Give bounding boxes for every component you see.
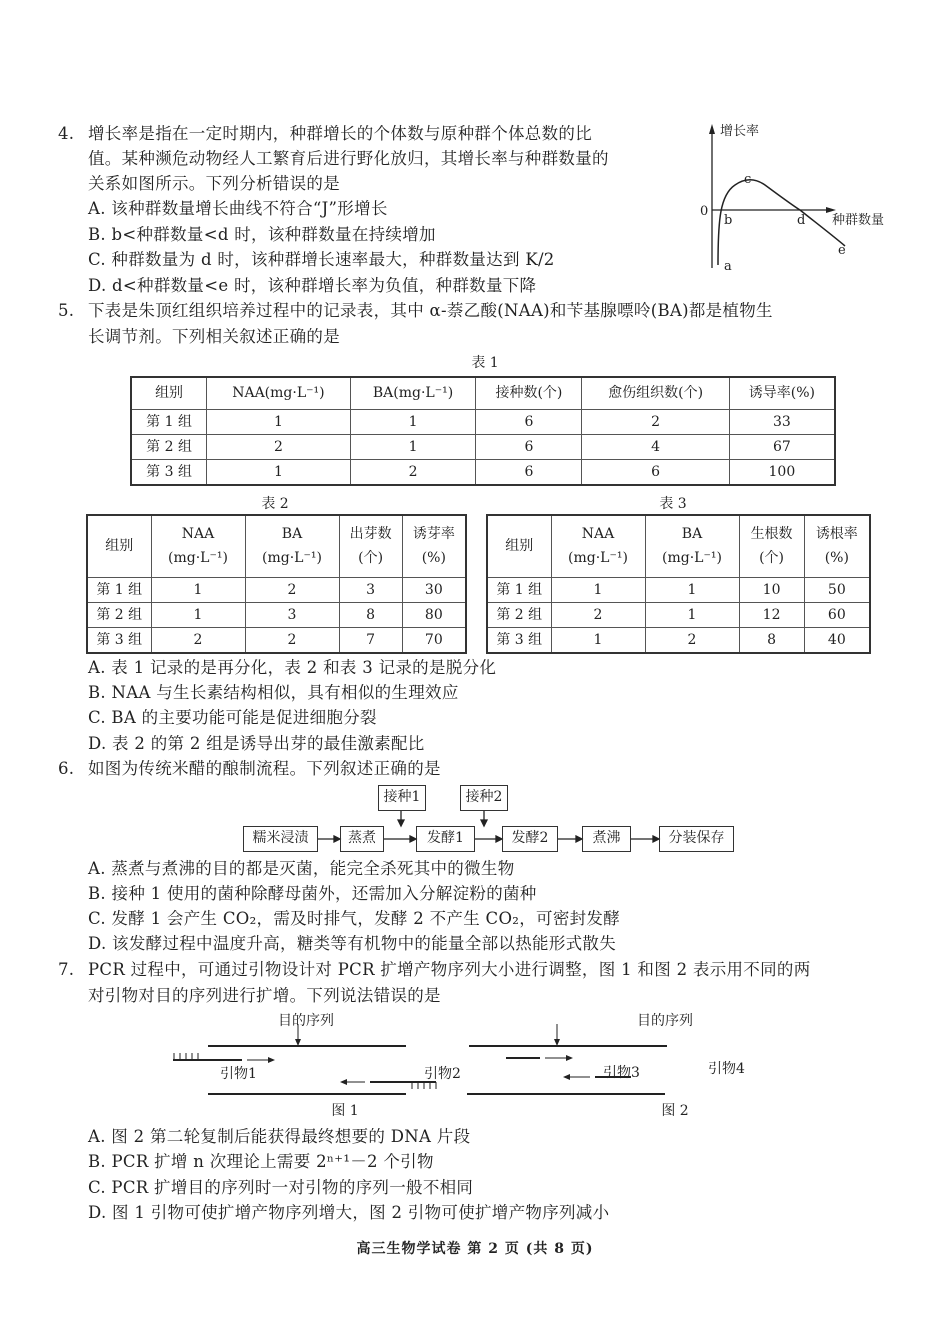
table-cell: 33: [729, 409, 835, 434]
question-4-text: 关系如图所示。下列分析错误的是: [88, 174, 340, 193]
table-cell: 2: [207, 434, 351, 459]
table-header: 诱导率(%): [729, 377, 835, 409]
table-cell: 2: [551, 602, 645, 627]
header-unit: (mg·L⁻¹): [262, 550, 322, 567]
question-6-number: 6.: [58, 759, 75, 778]
table-cell: 12: [739, 602, 804, 627]
table-cell: 1: [551, 627, 645, 653]
question-5-option-d: D. 表 2 的第 2 组是诱导出芽的最佳激素配比: [88, 734, 425, 753]
question-7-option-d: D. 图 1 引物可使扩增产物序列增大，图 2 引物可使扩增产物序列减小: [88, 1203, 610, 1222]
flow-step-inoculation-2: 接种2: [460, 785, 508, 811]
table-3-caption: 表 3: [659, 496, 687, 512]
table-cell: 1: [350, 409, 476, 434]
fig2-primer-3-label: 引物3: [603, 1065, 640, 1081]
table-cell: 1: [151, 602, 245, 627]
table-header: 接种数(个): [476, 377, 582, 409]
fig1-primer-2-label: 引物2: [424, 1066, 461, 1082]
table-cell: 3: [339, 577, 402, 602]
question-6-option-c: C. 发酵 1 会产生 CO₂，需及时排气，发酵 2 不产生 CO₂，可密封发酵: [88, 909, 621, 928]
header-label: 诱根率: [815, 526, 858, 543]
question-6-text: 如图为传统米醋的酿制流程。下列叙述正确的是: [88, 759, 441, 778]
question-7-text: PCR 过程中，可通过引物设计对 PCR 扩增产物序列大小进行调整，图 1 和图 2 表示用不同的两: [88, 960, 811, 979]
header-label: NAA: [181, 526, 215, 543]
header-unit: (%): [421, 550, 446, 567]
question-5-text: 下表是朱顶红组织培养过程中的记录表，其中 α-萘乙酸(NAA)和苄基腺嘌呤(BA)都是植物生: [88, 301, 773, 320]
header-label: BA: [681, 526, 703, 543]
table-header: NAA(mg·L⁻¹): [207, 377, 351, 409]
table-cell: 60: [804, 602, 870, 627]
table-header: 愈伤组织数(个): [582, 377, 729, 409]
question-5-text: 长调节剂。下列相关叙述正确的是: [88, 327, 340, 346]
header-label: 出芽数: [349, 526, 392, 543]
question-4-text: 值。某种濒危动物经人工繁育后进行野化放归，其增长率与种群数量的: [88, 149, 609, 168]
table-header: 组别: [487, 515, 551, 577]
table-cell: 50: [804, 577, 870, 602]
header-unit: (mg·L⁻¹): [168, 550, 228, 567]
flow-step: 蒸煮: [340, 826, 384, 852]
table-cell: 100: [729, 459, 835, 485]
page-footer: 高三生物学试卷 第 2 页 (共 8 页): [356, 1241, 594, 1257]
question-5-option-c: C. BA 的主要功能可能是促进细胞分裂: [88, 708, 377, 727]
point-c-label: c: [744, 172, 752, 187]
table-cell: 80: [402, 602, 466, 627]
table-cell: 2: [350, 459, 476, 485]
question-4-text: 增长率是指在一定时期内，种群增长的个体数与原种群个体总数的比: [88, 124, 592, 143]
table-cell: 2: [582, 409, 729, 434]
fig2-target-label: 目的序列: [637, 1013, 693, 1029]
table-cell: 2: [245, 577, 339, 602]
table-cell: 第 1 组: [487, 577, 551, 602]
flow-step: 糯米浸渍: [243, 826, 318, 852]
question-6-option-b: B. 接种 1 使用的菌种除酵母菌外，还需加入分解淀粉的菌种: [88, 884, 537, 903]
table-cell: 2: [245, 627, 339, 653]
header-unit: (mg·L⁻¹): [568, 550, 628, 567]
header-label: 生根数: [750, 526, 793, 543]
flow-step: 发酵2: [502, 826, 558, 852]
question-4-number: 4.: [58, 124, 75, 143]
table-cell: 第 2 组: [131, 434, 207, 459]
question-7-number: 7.: [58, 960, 75, 979]
table-cell: 6: [476, 434, 582, 459]
question-5-option-a: A. 表 1 记录的是再分化，表 2 和表 3 记录的是脱分化: [88, 658, 497, 677]
point-b-label: b: [724, 213, 733, 228]
question-5-number: 5.: [58, 301, 75, 320]
table-cell: 1: [207, 409, 351, 434]
header-unit: (mg·L⁻¹): [662, 550, 722, 567]
question-7-option-b: B. PCR 扩增 n 次理论上需要 2ⁿ⁺¹－2 个引物: [88, 1152, 434, 1171]
header-unit: (%): [824, 550, 849, 567]
table-cell: 1: [645, 602, 739, 627]
question-6-option-a: A. 蒸煮与煮沸的目的都是灭菌，能完全杀死其中的微生物: [88, 859, 515, 878]
header-label: 诱芽率: [412, 526, 455, 543]
point-d-label: d: [797, 213, 806, 228]
question-4-option-a: A. 该种群数量增长曲线不符合“J”形增长: [88, 199, 388, 218]
table-cell: 第 1 组: [87, 577, 151, 602]
flow-step-inoculation-1: 接种1: [378, 785, 426, 811]
table-2-caption: 表 2: [261, 496, 289, 512]
fig1-primer-1-label: 引物1: [220, 1066, 257, 1082]
table-cell: 70: [402, 627, 466, 653]
table-cell: 67: [729, 434, 835, 459]
table-cell: 第 2 组: [87, 602, 151, 627]
table-cell: 1: [350, 434, 476, 459]
table-cell: 10: [739, 577, 804, 602]
table-cell: 第 3 组: [487, 627, 551, 653]
fig1-target-label: 目的序列: [278, 1013, 334, 1029]
flow-step: 煮沸: [582, 826, 631, 852]
table-cell: 1: [645, 577, 739, 602]
flow-step: 分装保存: [659, 826, 734, 852]
x-axis-label: 种群数量: [832, 213, 885, 228]
question-4-option-b: B. b<种群数量<d 时，该种群数量在持续增加: [88, 225, 436, 244]
table-header: BA(mg·L⁻¹): [350, 377, 476, 409]
table-cell: 3: [245, 602, 339, 627]
table-cell: 第 3 组: [131, 459, 207, 485]
table-cell: 2: [151, 627, 245, 653]
table-cell: 40: [804, 627, 870, 653]
header-unit: (个): [759, 550, 785, 567]
question-4-option-d: D. d<种群数量<e 时，该种群增长率为负值，种群数量下降: [88, 276, 537, 295]
table-cell: 1: [207, 459, 351, 485]
table-1-caption: 表 1: [471, 355, 499, 371]
flow-step: 发酵1: [416, 826, 475, 852]
question-7-text: 对引物对目的序列进行扩增。下列说法错误的是: [88, 986, 441, 1005]
header-unit: (个): [358, 550, 384, 567]
table-header: 组别: [87, 515, 151, 577]
question-5-option-b: B. NAA 与生长素结构相似，具有相似的生理效应: [88, 683, 459, 702]
question-6-option-d: D. 该发酵过程中温度升高，糖类等有机物中的能量全部以热能形式散失: [88, 934, 617, 953]
table-cell: 6: [582, 459, 729, 485]
origin-label: 0: [700, 204, 709, 219]
table-cell: 4: [582, 434, 729, 459]
header-label: NAA: [581, 526, 615, 543]
table-cell: 6: [476, 459, 582, 485]
fig1-caption: 图 1: [331, 1103, 359, 1119]
header-label: BA: [281, 526, 303, 543]
table-header: 组别: [131, 377, 207, 409]
table-cell: 8: [339, 602, 402, 627]
question-4-option-c: C. 种群数量为 d 时，该种群增长速率最大，种群数量达到 K/2: [88, 250, 555, 269]
table-cell: 第 1 组: [131, 409, 207, 434]
fig2-caption: 图 2: [661, 1103, 689, 1119]
table-cell: 30: [402, 577, 466, 602]
table-cell: 8: [739, 627, 804, 653]
point-a-label: a: [724, 259, 732, 274]
table-cell: 1: [551, 577, 645, 602]
fig2-primer-4-label: 引物4: [708, 1061, 745, 1077]
y-axis-label: 增长率: [720, 124, 760, 139]
table-cell: 第 3 组: [87, 627, 151, 653]
question-7-option-a: A. 图 2 第二轮复制后能获得最终想要的 DNA 片段: [88, 1127, 471, 1146]
point-e-label: e: [838, 243, 846, 258]
table-cell: 6: [476, 409, 582, 434]
table-cell: 2: [645, 627, 739, 653]
table-cell: 第 2 组: [487, 602, 551, 627]
table-cell: 1: [151, 577, 245, 602]
table-cell: 7: [339, 627, 402, 653]
question-7-option-c: C. PCR 扩增目的序列时一对引物的序列一般不相同: [88, 1178, 474, 1197]
